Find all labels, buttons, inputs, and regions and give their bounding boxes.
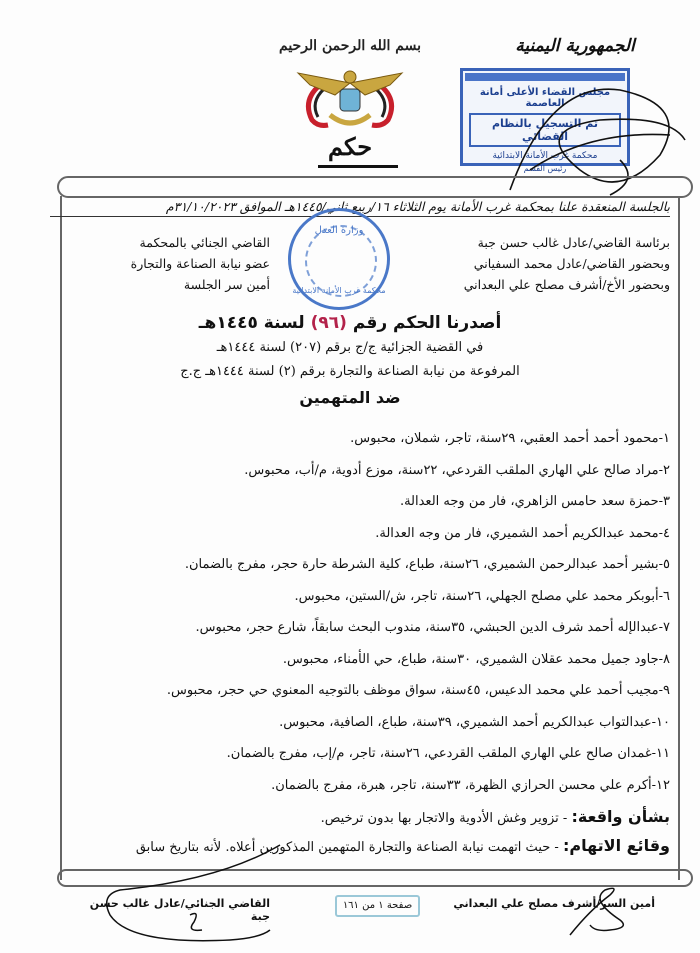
verdict-suffix: لسنة ١٤٤٥هـ [198,313,305,333]
case-reference: في القضية الجزائية ج/ج برقم (٢٠٧) لسنة ١٤٤٤هـ [216,340,484,355]
defendant-item: ١١-غمدان صالح علي الهاري الملقب القردعي، ٢٦سنة، تاجر، م/إب، مفرج بالضمان. [226,746,670,761]
defendant-item: ١٠-عبدالتواب عبدالكريم أحمد الشميري، ٣٩سنة، طباع، الصافية، محبوس. [279,714,670,730]
defendant-item: ١٢-أكرم علي محسن الحرازي الظهرة، ٣٣سنة، تاجر، هبرة، مفرج بالضمان. [271,777,670,793]
stamp-registered-box: تم التسجيل بالنظام القضائي [469,113,621,147]
stamp-line-head: رئيس القسم [523,164,567,173]
defendant-item: ٤-محمد عبدالكريم أحمد الشميري، فار من وجه العدالة. [375,525,670,541]
seal-top-text: وزارة العدل [314,225,364,236]
defendant-item: ٨-جاود جميل محمد عقلان الشميري، ٣٠سنة، طباع، حي الأمناء، محبوس. [282,651,670,667]
verdict-title [180,313,520,333]
defendant-item: ٢-مراد صالح علي الهاري الملقب القردعي، ٢٢سنة، موزع أدوية، م/أب، محبوس. [244,462,670,478]
session-clerk: وبحضور الأخ/أشرف مصلح علي البعداني [463,277,670,292]
page-number-box: صفحة ١ من ١٦١ [335,895,420,917]
judge-signature-line: القاضي الجنائي/عادل غالب حسن جبة [89,897,270,923]
presiding-judge: برئاسة القاضي/عادل غالب حسن جبة [477,235,670,250]
stamp-line-court: محكمة غرب الأمانة الابتدائية [492,151,598,161]
seal-bottom-text: محكمة غرب الأمانة الابتدائية [292,286,386,295]
defendant-item: ٦-أبوبكر محمد علي مصلح الجهلي، ٢٦سنة، تاجر، ش/الستين، محبوس. [294,588,670,604]
role-clerk: أمين سر الجلسة [183,277,270,292]
yemen-eagle-emblem-icon [290,65,410,135]
verdict-prefix: أصدرنا الحكم رقم [352,313,502,333]
session-line: بالجلسة المنعقدة علنا بمحكمة غرب الأمانة يوم الثلاثاء ١٦/ربيع ثاني/١٤٤٥هـ الموافق ٣١/١٠/٢٠٢٣م [50,199,670,217]
defendant-item: ٥-بشير أحمد عبدالرحمن الشميري، ٢٦سنة، طباع، كلية الشرطة حارة حجر، مفرج بالضمان. [184,557,670,572]
judge-handwritten-signature [90,840,290,950]
subject-text: - تزوير وغش الأدوية والاتجار بها بدون ترخيص. [320,811,568,826]
role-prosecution: عضو نيابة الصناعة والتجارة [130,256,270,271]
subject-label: بشأن واقعة: [571,807,670,826]
defendant-item: ٩-مجيب أحمد علي محمد الدعيس، ٤٥سنة، سواق موظف بالتوجيه المعنوي حي حجر، محبوس. [166,683,670,698]
document-type-title: حكم [327,132,373,161]
prosecution-reference: المرفوعة من نيابة الصناعة والتجارة برقم (٢) لسنة ١٤٤٤هـ ج.ج [180,364,520,379]
defendant-item: ١-محمود أحمد أحمد العقبي، ٢٩سنة، تاجر، شملان، محبوس. [350,431,670,446]
prosecutor: وبحضور القاضي/عادل محمد السفياني [473,256,670,271]
eagle-shield [340,89,360,111]
stamp-line-council: مجلس القضاء الأعلى أمانة العاصمة [479,87,611,109]
defendants-list [50,423,670,801]
defendant-item: ٧-عبدالإله أحمد شرف الدين الحبشي، ٣٥سنة، مندوب البحث سابقاً، شارع حجر، محبوس. [195,620,670,635]
charges-label: وقائع الاتهام: [562,836,670,855]
role-judge: القاضي الجنائي بالمحكمة [139,235,270,250]
court-seal [288,208,390,310]
subject-row [50,803,670,831]
clerk-handwritten-signature [560,880,640,940]
clerk-signature-line: أمين السر/أشرف مصلح علي البعداني [453,897,655,910]
panel-roles [70,232,270,295]
panel-members [410,232,670,295]
title-underline [318,165,398,168]
defendant-item: ٣-حمزة سعد حامس الزاهري، فار من وجه العدالة. [399,494,670,509]
republic-title: الجمهورية اليمنية [515,36,635,56]
charges-text: - حيث اتهمت نيابة الصناعة والتجارة المتهمين المذكورين أعلاه. لأنه بتاريخ سابق [135,840,559,855]
against-defendants-heading: ضد المتهمين [299,388,401,407]
scroll-frame-top [57,176,693,198]
verdict-number: (٩٦) [310,313,347,333]
basmala: بسم الله الرحمن الرحيم [279,38,421,54]
